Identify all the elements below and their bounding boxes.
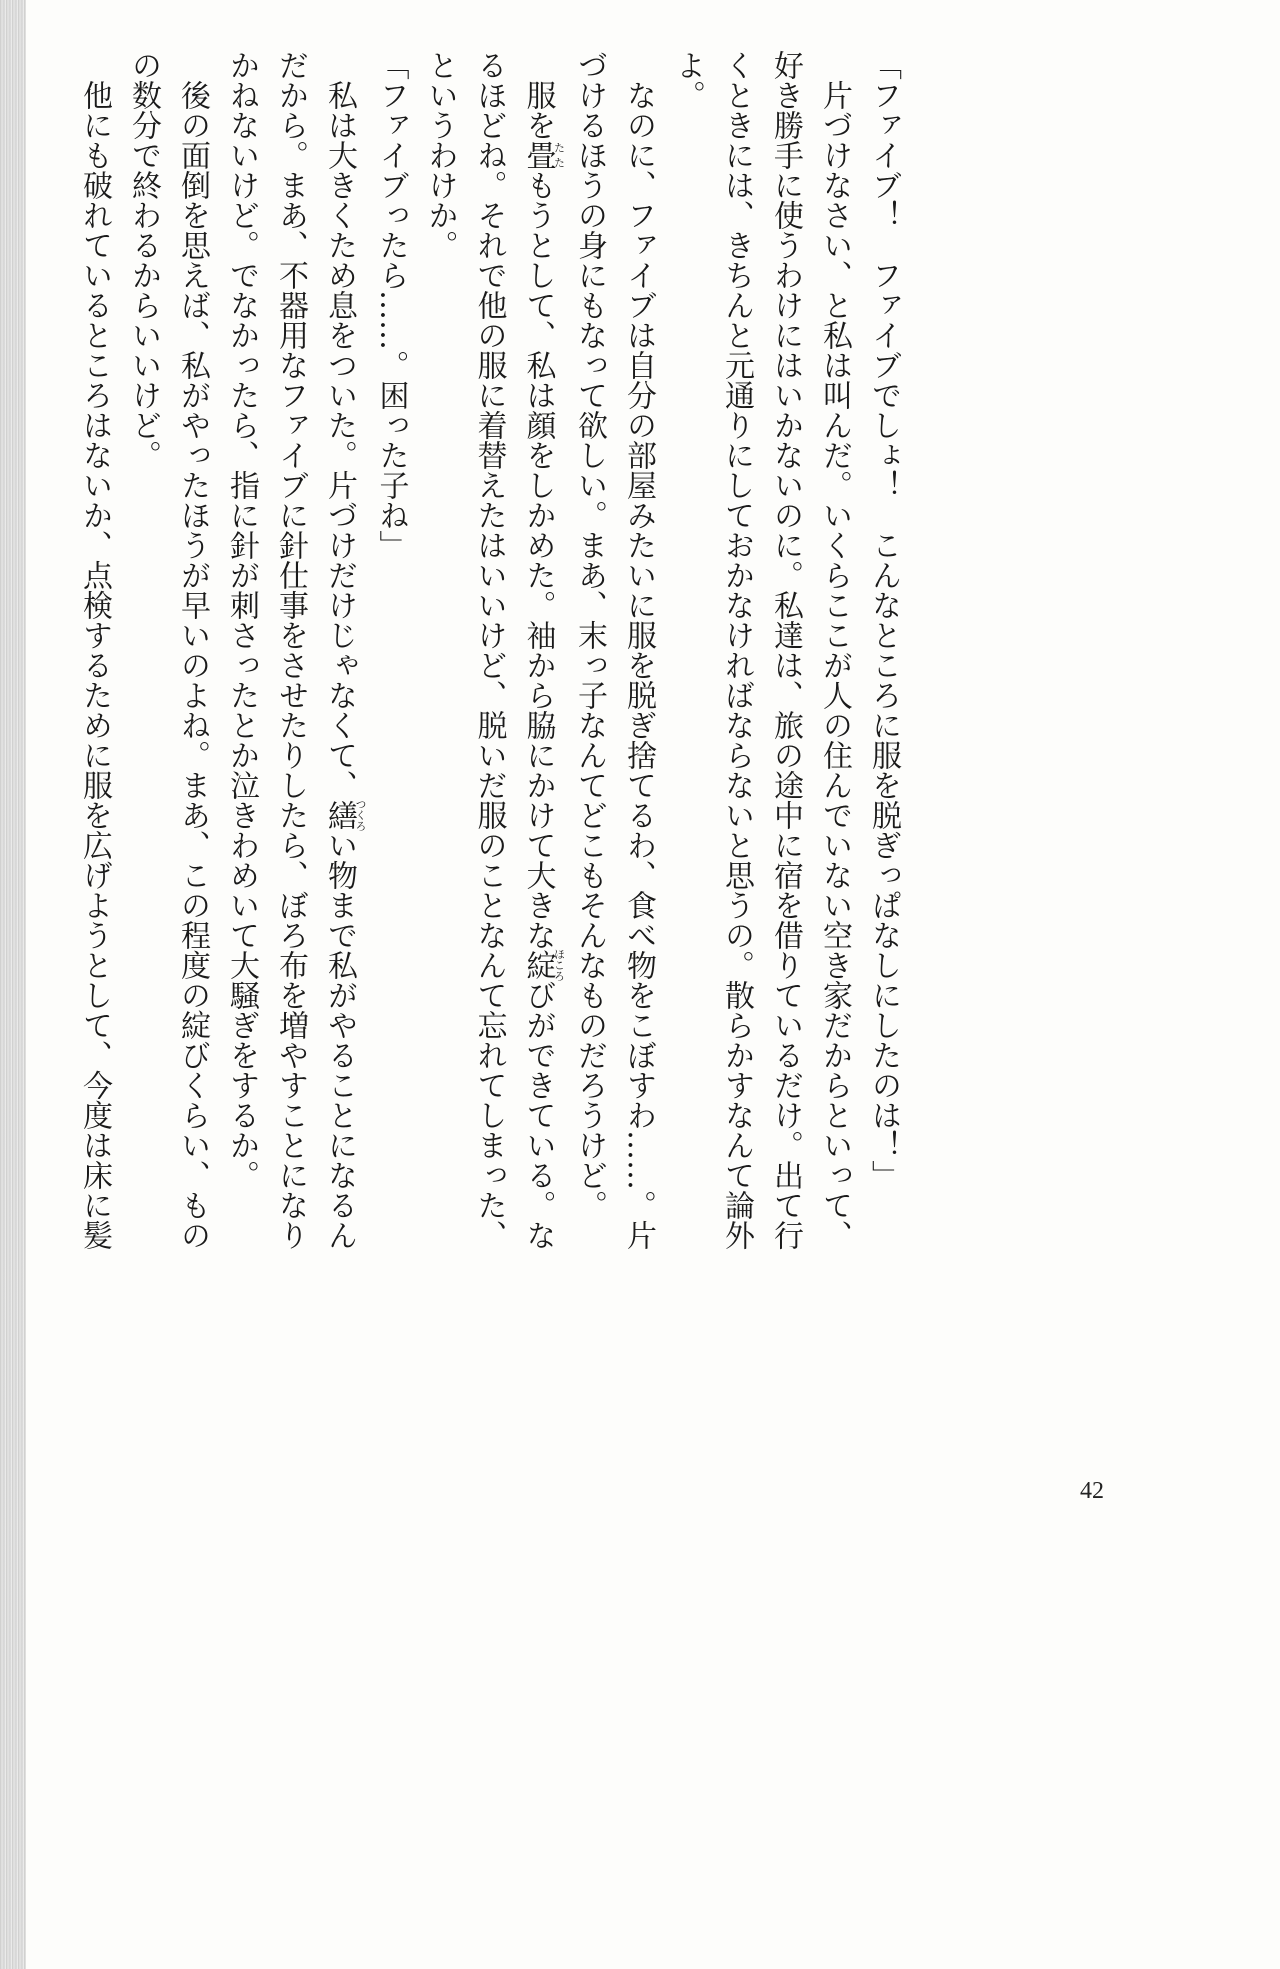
text-column — [217, 50, 266, 1290]
text-column — [465, 50, 514, 1290]
scan-edge — [0, 0, 26, 1969]
ruby-word — [520, 140, 566, 170]
text-segment: るほどね。それで他の服に着替えたはいいけど、脱いだ服のことなんて忘れてしまった、 — [471, 50, 507, 1250]
text-segment: なのに、ファイブは自分の部屋みたいに服を脱ぎ捨てるわ、食べ物をこぼすわ……。片 — [621, 50, 656, 1250]
text-segment: だから。まあ、不器用なファイブに針仕事をさせたりしたら、ぼろ布を増やすことになり — [273, 50, 308, 1250]
text-segment: 「ファイブ！ ファイブでしょ！ こんなところに服を脱ぎっぱなしにしたのは！」 — [866, 50, 901, 1190]
text-segment: 「ファイブったら……。困った子ね」 — [373, 50, 409, 560]
ruby-reading: たた — [552, 140, 566, 170]
text-column — [810, 50, 859, 1290]
text-column — [614, 50, 663, 1290]
text-segment: い物まで私がやることになるん — [322, 830, 357, 1250]
text-segment: もうとして、私は顔をしかめた。袖から脇にかけて大きな — [520, 170, 556, 950]
text-segment: よ。 — [670, 50, 705, 110]
ruby-word — [520, 948, 566, 982]
ruby-base: 畳 — [520, 140, 556, 170]
text-segment: の数分で終わるからいいけど。 — [126, 50, 161, 470]
ruby-base: 繕 — [322, 798, 357, 832]
text-segment: 好き勝手に使うわけにはいかないのに。私達は、旅の途中に宿を借りているだけ。出て行 — [768, 50, 803, 1250]
text-segment: 他にも破れているところはないか、点検するために服を広げようとして、今度は床に髪 — [77, 50, 112, 1250]
text-segment: かねないけど。でなかったら、指に針が刺さったとか泣きわめいて大騒ぎをするか。 — [224, 50, 259, 1190]
ruby-reading: つくろ — [354, 798, 367, 832]
text-column — [119, 50, 168, 1290]
page-number: 42 — [1080, 1478, 1104, 1504]
text-segment: 服を — [520, 50, 556, 140]
text-segment: 私は大きくため息をついた。片づけだけじゃなくて、 — [322, 50, 357, 800]
text-column — [266, 50, 315, 1290]
text-column — [315, 50, 367, 1290]
text-column — [168, 50, 217, 1290]
body-text — [70, 50, 908, 1290]
ruby-base: 綻 — [520, 948, 556, 982]
text-column — [416, 50, 465, 1290]
text-column — [859, 50, 908, 1290]
text-column — [761, 50, 810, 1290]
text-segment: 片づけなさい、と私は叫んだ。いくらここが人の住んでいない空き家だからといって、 — [817, 50, 852, 1250]
text-column — [70, 50, 119, 1290]
text-segment: くときには、きちんと元通りにしておかなければならないと思うの。散らかすなんて論外 — [719, 50, 754, 1250]
text-column — [712, 50, 761, 1290]
text-column — [367, 50, 416, 1290]
text-segment: というわけか。 — [422, 50, 458, 260]
text-column — [514, 50, 566, 1290]
ruby-word — [322, 798, 367, 832]
text-segment: 後の面倒を思えば、私がやったほうが早いのよね。まあ、この程度の綻びくらい、もの — [175, 50, 210, 1250]
text-segment: びができている。な — [520, 980, 556, 1250]
ruby-reading: ほころ — [552, 948, 566, 982]
text-segment: づけるほうの身にもなって欲しい。まあ、末っ子なんてどこもそんなものだろうけど。 — [572, 50, 607, 1220]
text-column — [565, 50, 614, 1290]
text-column — [663, 50, 712, 1290]
